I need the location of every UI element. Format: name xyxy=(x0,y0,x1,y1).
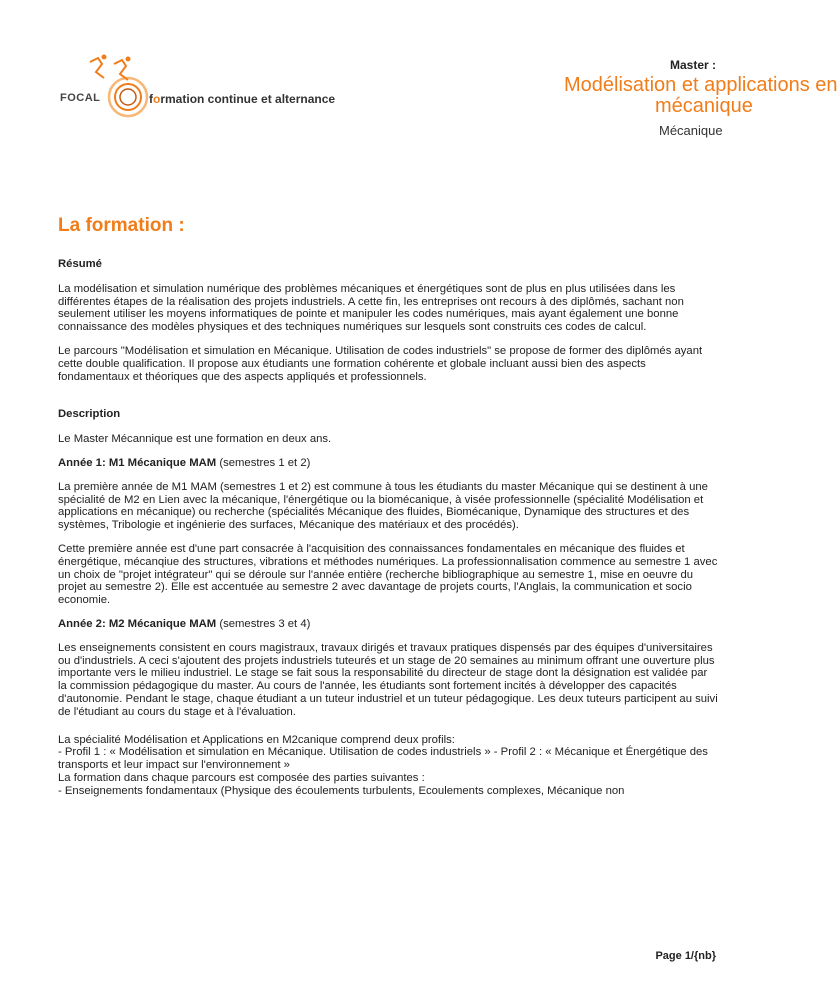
master-domain: Mécanique xyxy=(659,123,723,138)
specialite-line-1: La spécialité Modélisation et Applications en M2canique comprend deux profils: xyxy=(58,733,455,746)
year2-paragraph-1: Les enseignements consistent en cours magistraux, travaux dirigés et travaux pratiques dispensés par des équipes d'universitaires ou d'industriels. A ceci s'ajoutent des projets industriels tuteurés et un stage de 20 semaines au minimum offrant une ouverture plus importante vers le milieu industriel. Le stage se fait sous la responsabilité du directeur de stage dont la désignation est validée par la commission pédagogique du master. Au cours de l'année, les étudiants sont fortement incités à développer des capacités d'autonomie. Pendant le stage, chaque étudiant a un tuteur industriel et un tuteur pédagogique. Les deux tuteurs participent au suivi de l'étudiant au cours du stage et à l'évaluation. xyxy=(58,641,718,718)
year1-heading: Année 1: M1 Mécanique MAM (semestres 1 et 2) xyxy=(58,456,311,469)
specialite-line-4: - Enseignements fondamentaux (Physique des écoulements turbulents, Ecoulements complexes, Mécanique non xyxy=(58,784,625,797)
resume-paragraph-1: La modélisation et simulation numérique des problèmes mécaniques et énergétiques sont de plus en plus utilisées dans les différentes étapes de la réalisation des projets industriels. A cette fin, les entreprises ont recours à des diplômés, sachant non seulement utiliser les moyens informatiques de pointe et manipuler les codes numériques, mais ayant également une bonne connaissance des modèles physiques et des techniques numériques sur lesquels sont construits ces codes de calcul. xyxy=(58,282,684,334)
description-heading: Description xyxy=(58,408,121,421)
specialite-block xyxy=(58,734,718,798)
year1-paragraph-2: Cette première année est d'une part consacrée à l'acquisition des connaissances fondamentales en mécanique des fluides et énergétique, mécanqiue des structures, vibrations et méthodes numériques. La professionnalisation commence au semestre 1 avec un choix de "projet intégrateur" qui se déroule sur l'année entière (recherche bibliographique au semestre 1, mise en oeuvre du projet au semestre 2). Elle est accentuée au semestre 2 avec davantage de projets courts, l'Anglais, la communication et socio economie. xyxy=(58,542,718,607)
specialite-line-2: - Profil 1 : « Modélisation et simulation en Mécanique. Utilisation de codes industriels » - Profil 2 : « Mécanique et Énergétique des transports et leur impact sur l'environnement » xyxy=(58,746,708,772)
master-title: Modélisation et applications en xyxy=(564,74,838,96)
section-title: La formation : xyxy=(58,215,185,236)
page-number: Page 1/{nb} xyxy=(655,950,716,962)
logo-brand: FOCAL xyxy=(60,92,101,104)
focal-logo xyxy=(60,50,360,120)
year2-heading: Année 2: M2 Mécanique MAM (semestres 3 et 4) xyxy=(58,617,311,630)
resume-paragraph-2: Le parcours "Modélisation et simulation en Mécanique. Utilisation de codes industriels" se propose de former des diplômés ayant cette double qualification. Il propose aux étudiants une formation cohérente et globale incluant aussi bien des aspects fondamentaux et théoriques que des aspects appliqués et professionnels. xyxy=(58,344,703,383)
description-intro: Le Master Mécannique est une formation en deux ans. xyxy=(58,433,332,446)
year1-paragraph-1: La première année de M1 MAM (semestres 1 et 2) est commune à tous les étudiants du master Mécanique qui se destinent à une spécialité de M2 en Lien avec la mécanique, l'énergétique ou la biomécanique, à visée professionnelle (spécialité Modélisation et applications en mécanique) ou recherche (spécialités Mécanique des fluides, Biomécanique, Dynamique des structures et des systèmes, Tribologie et ingénierie des surfaces, Mécanique des matériaux et des procédés). xyxy=(58,480,708,532)
master-label: Master : xyxy=(669,58,716,72)
focal-emblem-icon xyxy=(60,50,190,120)
resume-heading: Résumé xyxy=(58,258,102,270)
document-body xyxy=(58,258,718,798)
logo-tagline: formation continue et alternance xyxy=(149,92,336,106)
master-title-line2: mécanique xyxy=(655,95,753,117)
specialite-line-3: La formation dans chaque parcours est composée des parties suivantes : xyxy=(58,771,425,784)
